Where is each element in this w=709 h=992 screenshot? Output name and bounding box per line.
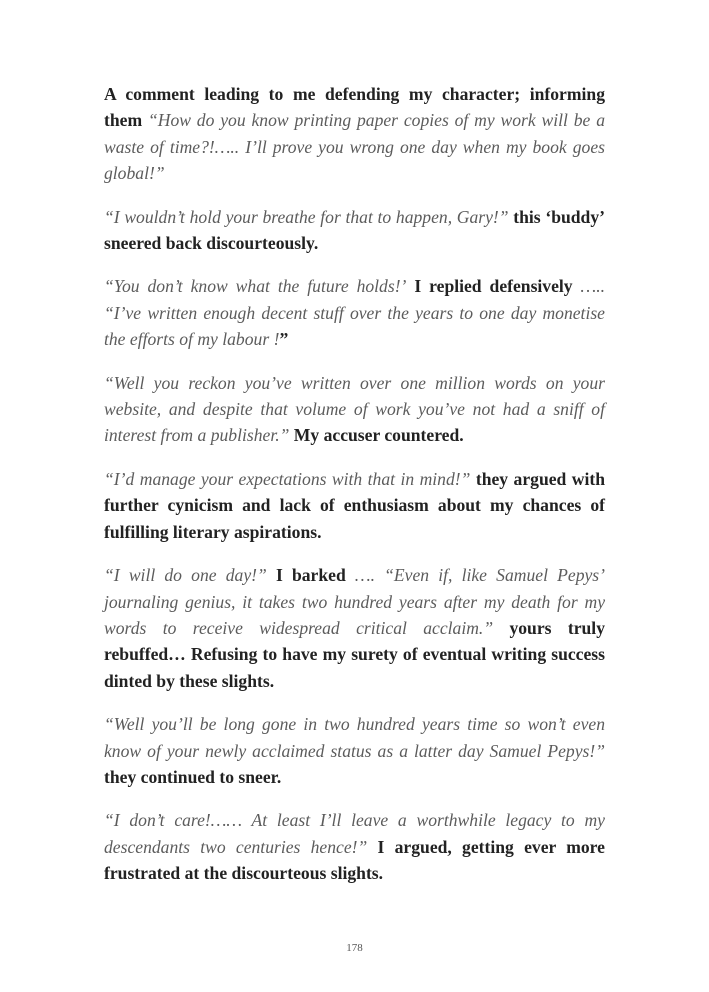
page-number: 178 bbox=[346, 942, 363, 954]
narration: they continued to sneer. bbox=[104, 766, 282, 787]
body-text bbox=[104, 81, 605, 904]
paragraph-7 bbox=[104, 711, 605, 790]
narration: they argued with further cynicism and lack of enthusiasm about my chances of fulfilling literary aspirations. bbox=[104, 468, 605, 542]
paragraph-2 bbox=[104, 204, 605, 257]
paragraph-5 bbox=[104, 466, 605, 545]
narration: I replied defensively bbox=[406, 276, 581, 297]
dialogue: “I don’t care!…… At least I’ll leave a worthwhile legacy to my descendants two centuries hence!” bbox=[104, 810, 605, 857]
paragraph-6 bbox=[104, 562, 605, 694]
narration: this ‘buddy’ sneered back discourteously. bbox=[104, 206, 605, 254]
dialogue: “I wouldn’t hold your breathe for that to happen, Gary!” bbox=[104, 206, 509, 227]
narration: ” bbox=[279, 329, 289, 350]
narration: I barked bbox=[266, 565, 355, 586]
dialogue: “I will do one day!” bbox=[104, 565, 267, 586]
narration: yours truly rebuffed… Refusing to have my surety of eventual writing success dinted by these slights. bbox=[104, 617, 605, 691]
dialogue: “Well you reckon you’ve written over one million words on your website, and despite that volume of work you’ve not had a sniff of interest from a publisher.” bbox=[104, 372, 605, 446]
dialogue: “You don’t know what the future holds!’ bbox=[104, 276, 407, 297]
paragraph-3 bbox=[104, 273, 605, 352]
paragraph-1 bbox=[104, 81, 605, 187]
dialogue: …. “Even if, like Samuel Pepys’ journaling genius, it takes two hundred years after my death for my words to receive widespread critical acclaim.” bbox=[104, 565, 605, 638]
paragraph-4 bbox=[104, 370, 605, 449]
dialogue: “How do you know printing paper copies of my work will be a waste of time?!….. I’ll prove you wrong one day when my book goes global!” bbox=[104, 110, 605, 184]
dialogue: “I’d manage your expectations with that in mind!” bbox=[104, 468, 471, 489]
dialogue: “Well you’ll be long gone in two hundred years time so won’t even know of your newly acclaimed status as a latter day Samuel Pepys!” bbox=[104, 714, 605, 761]
narration: A comment leading to me defending my character; informing them bbox=[104, 84, 605, 131]
dialogue: ….. “I’ve written enough decent stuff over the years to one day monetise the efforts of my labour ! bbox=[104, 276, 605, 350]
narration: My accuser countered. bbox=[289, 425, 464, 446]
paragraph-8 bbox=[104, 807, 605, 886]
narration: I argued, getting ever more frustrated at the discourteous slights. bbox=[104, 836, 605, 884]
